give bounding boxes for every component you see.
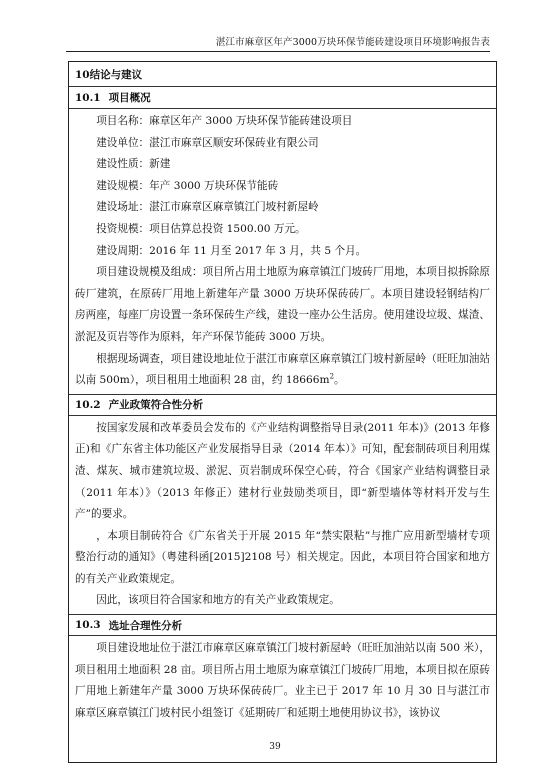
- policy-paragraph-1: 按国家发展和改革委员会发布的《产业结构调整指导目录(2011 年本)》(2013 年修正)和《广东省主体功能区产业发展指导目录（2014 年本）》可知，配套制砖项目利用煤渣、煤灰、城市建筑垃圾、淤泥、页岩制成环保空心砖，符合《国家产业结构调整目录（2011 年本）》（2013 年修正）建材行业鼓励类项目，即“新型墙体等材料开发与生产”的要求。: [75, 421, 490, 521]
- section-title: 产业政策符合性分析: [108, 399, 204, 412]
- content-frame: [68, 61, 497, 763]
- project-name: 项目名称：麻章区年产 3000 万块环保节能砖建设项目: [96, 115, 353, 127]
- section-number: 10.2: [75, 398, 101, 411]
- section-10-3-body: [69, 636, 496, 726]
- document-body: [69, 62, 496, 726]
- site-survey: [69, 349, 496, 392]
- project-composition: 项目建设规模及组成：项目所占用土地原为麻章镇江门坡砖厂用地，本项目拟拆除原砖厂建筑，在原砖厂用地上新建年产量 3000 万块环保砖砖厂。本项目建设轻钢结构厂房两座，每座厂房设置一条环保砖生产线，建设一座办公生活房。使用建设垃圾、煤渣、淤泥及页岩等作为原料，年产环保节能砖 3000 万块。: [75, 266, 490, 343]
- construction-period: 建设周期：2016 年 11 月至 2017 年 3 月，共 5 个月。: [96, 244, 367, 257]
- chapter-title: [69, 62, 496, 87]
- construction-scale: 建设规模：年产 3000 万块环保节能砖: [96, 179, 279, 192]
- construction-unit: 建设单位：湛江市麻章区顺安环保砖业有限公司: [96, 136, 319, 149]
- construction-nature: 建设性质：新建: [96, 158, 171, 171]
- site-survey-text: 根据现场调查，项目建设地址位于湛江市麻章区麻章镇江门坡村新屋岭（旺旺加油站以南 500m），项目租用土地面积 28 亩，约 18666m: [75, 352, 490, 387]
- section-number: 10.1: [75, 91, 101, 104]
- section-10-2-body: [69, 416, 496, 614]
- section-heading-10-2: [69, 394, 496, 416]
- chapter-title-text: 10结论与建议: [75, 68, 143, 81]
- construction-site: 建设场址：湛江市麻章区麻章镇江门坡村新屋岭: [96, 201, 319, 214]
- page-header: 湛江市麻章区年产3000万块环保节能砖建设项目环境影响报告表: [66, 34, 490, 52]
- area-unit-superscript: 2: [329, 372, 335, 381]
- policy-paragraph-2: ，本项目制砖符合《广东省关于开展 2015 年“禁实限粘”与推广应用新型墙材专项整治行动的通知》（粤建科函[2015]2108 号）相关规定。因此，本项目符合国家和地方的有关产业政策规定。: [75, 529, 490, 585]
- section-title: 选址合理性分析: [108, 619, 183, 632]
- section-number: 10.3: [75, 619, 101, 632]
- section-heading-10-1: [69, 87, 496, 109]
- site-survey-end: 。: [334, 374, 345, 387]
- site-paragraph-1: 项目建设地址位于湛江市麻章区麻章镇江门坡村新屋岭（旺旺加油站以南 500 米），项目租用土地面积 28 亩。项目所占用土地原为麻章镇江门坡砖厂用地，本项目拟在原砖厂用地上新建年产量 3000 万块环保砖砖厂。业主已于 2017 年 10 月 30 日与湛江市麻章区麻章镇江门坡村民小组签订《延期砖厂和延期土地使用协议书》，该协议: [75, 642, 490, 719]
- section-heading-10-3: [69, 614, 496, 636]
- page-number: 39: [269, 742, 281, 752]
- investment-scale: 投资规模：项目估算总投资 1500.00 万元。: [96, 222, 306, 235]
- section-10-1-body: [69, 109, 496, 394]
- section-title: 项目概况: [108, 92, 151, 104]
- policy-paragraph-3: 因此，该项目符合国家和地方的有关产业政策规定。: [96, 594, 340, 607]
